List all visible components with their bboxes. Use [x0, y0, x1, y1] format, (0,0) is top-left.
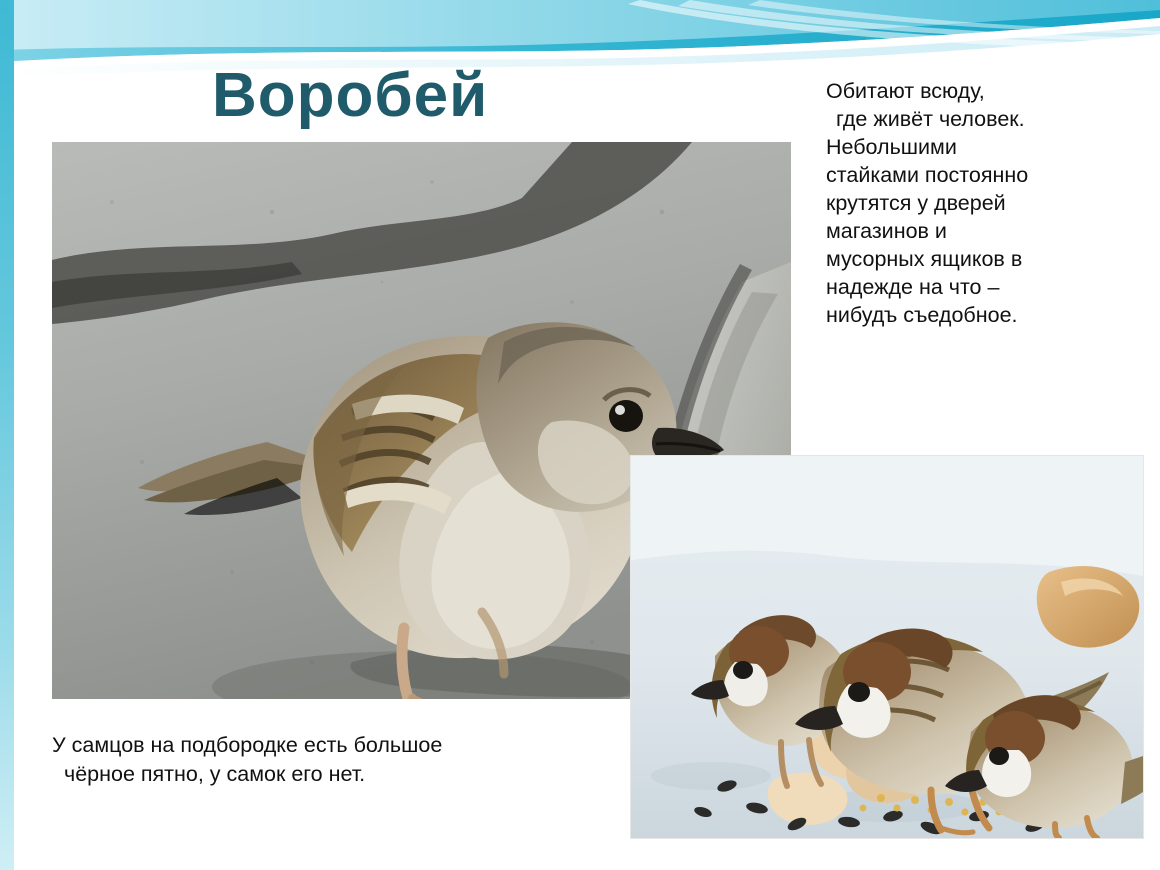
- side-text-line: где живёт человек.: [836, 106, 1025, 131]
- side-text-block: [826, 78, 1144, 329]
- side-text-line: Небольшими: [826, 134, 957, 159]
- left-accent-bar: [0, 0, 14, 870]
- side-text-line: надежде на что –: [826, 274, 1000, 299]
- side-text-line: нибудъ съедобное.: [826, 302, 1018, 327]
- side-text-line: стайками постоянно: [826, 162, 1029, 187]
- page-title: Воробей: [212, 61, 489, 130]
- caption-line: У самцов на подбородке есть большое: [52, 733, 443, 757]
- photo-caption: [52, 731, 612, 788]
- side-text-line: мусорных ящиков в: [826, 246, 1023, 271]
- sparrows-feeding-snow-photo: [630, 455, 1144, 839]
- sparrows-feeding-illustration: [631, 456, 1143, 838]
- side-text-line: магазинов и: [826, 218, 947, 243]
- side-text-line: Обитают всюду,: [826, 79, 985, 103]
- caption-line: чёрное пятно, у самок его нет.: [64, 761, 366, 786]
- side-text-line: крутятся у дверей: [826, 190, 1006, 215]
